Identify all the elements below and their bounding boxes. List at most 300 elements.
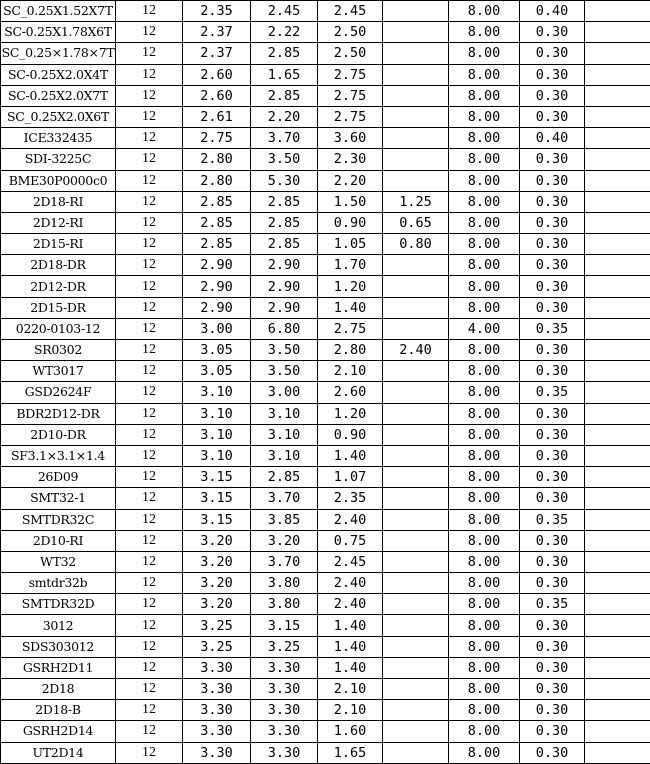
tape-width-cell: 8.00 (449, 106, 520, 127)
table-row (1, 170, 650, 191)
tape-width-cell: 8.00 (449, 22, 520, 43)
dim-c-cell: 2.80 (318, 340, 383, 361)
extra-cell (585, 297, 650, 318)
extra-cell (585, 64, 650, 85)
dim-b-cell: 2.85 (251, 467, 318, 488)
part-number-cell: smtdr32b (1, 573, 116, 594)
tape-width-cell: 8.00 (449, 1, 520, 22)
table-row (1, 234, 650, 255)
extra-cell (585, 22, 650, 43)
dim-d-cell (383, 742, 449, 763)
table-row (1, 636, 650, 657)
part-number-cell: SC-0.25X2.0X7T (1, 85, 116, 106)
table-row (1, 742, 650, 763)
table-row (1, 149, 650, 170)
dim-d-cell (383, 382, 449, 403)
dim-c-cell: 2.45 (318, 1, 383, 22)
dim-d-cell: 2.40 (383, 340, 449, 361)
thickness-cell: 0.30 (520, 191, 585, 212)
table-row (1, 700, 650, 721)
dim-b-cell: 3.25 (251, 636, 318, 657)
qty-cell: 12 (116, 170, 183, 191)
tape-width-cell: 8.00 (449, 382, 520, 403)
extra-cell (585, 679, 650, 700)
dim-a-cell: 2.75 (183, 128, 251, 149)
dim-c-cell: 1.60 (318, 721, 383, 742)
table-row (1, 573, 650, 594)
dim-c-cell: 2.75 (318, 318, 383, 339)
dim-a-cell: 3.15 (183, 467, 251, 488)
tape-width-cell: 8.00 (449, 255, 520, 276)
dim-b-cell: 3.50 (251, 149, 318, 170)
qty-cell: 12 (116, 721, 183, 742)
thickness-cell: 0.30 (520, 212, 585, 233)
dim-d-cell: 0.65 (383, 212, 449, 233)
dim-d-cell (383, 488, 449, 509)
part-number-cell: 2D18-RI (1, 191, 116, 212)
table-row (1, 509, 650, 530)
extra-cell (585, 636, 650, 657)
thickness-cell: 0.30 (520, 85, 585, 106)
dim-b-cell: 3.70 (251, 128, 318, 149)
dim-d-cell (383, 255, 449, 276)
table-row (1, 85, 650, 106)
dim-c-cell: 1.40 (318, 615, 383, 636)
dim-c-cell: 2.50 (318, 43, 383, 64)
extra-cell (585, 43, 650, 64)
thickness-cell: 0.30 (520, 297, 585, 318)
dim-a-cell: 3.15 (183, 488, 251, 509)
dim-c-cell: 2.75 (318, 106, 383, 127)
qty-cell: 12 (116, 43, 183, 64)
table-row (1, 43, 650, 64)
dim-a-cell: 2.80 (183, 149, 251, 170)
dim-a-cell: 3.25 (183, 636, 251, 657)
dim-d-cell (383, 276, 449, 297)
dim-a-cell: 2.90 (183, 297, 251, 318)
table-row (1, 445, 650, 466)
thickness-cell: 0.30 (520, 424, 585, 445)
dim-b-cell: 3.15 (251, 615, 318, 636)
tape-width-cell: 8.00 (449, 403, 520, 424)
part-number-cell: GSD2624F (1, 382, 116, 403)
dim-d-cell (383, 530, 449, 551)
dim-d-cell: 1.25 (383, 191, 449, 212)
dim-c-cell: 1.50 (318, 191, 383, 212)
dim-b-cell: 2.90 (251, 297, 318, 318)
tape-width-cell: 8.00 (449, 361, 520, 382)
qty-cell: 12 (116, 234, 183, 255)
extra-cell (585, 318, 650, 339)
dim-c-cell: 0.75 (318, 530, 383, 551)
part-number-cell: 2D18 (1, 679, 116, 700)
dim-d-cell (383, 467, 449, 488)
dim-a-cell: 2.37 (183, 22, 251, 43)
qty-cell: 12 (116, 191, 183, 212)
dim-c-cell: 1.07 (318, 467, 383, 488)
qty-cell: 12 (116, 318, 183, 339)
part-number-cell: SMTDR32C (1, 509, 116, 530)
table-row (1, 128, 650, 149)
thickness-cell: 0.30 (520, 234, 585, 255)
part-number-cell: 2D10-DR (1, 424, 116, 445)
extra-cell (585, 234, 650, 255)
dim-c-cell: 2.50 (318, 22, 383, 43)
dim-d-cell (383, 318, 449, 339)
qty-cell: 12 (116, 64, 183, 85)
tape-width-cell: 8.00 (449, 488, 520, 509)
thickness-cell: 0.30 (520, 530, 585, 551)
part-number-cell: GSRH2D11 (1, 657, 116, 678)
qty-cell: 12 (116, 445, 183, 466)
tape-width-cell: 8.00 (449, 679, 520, 700)
tape-width-cell: 8.00 (449, 573, 520, 594)
dim-b-cell: 3.20 (251, 530, 318, 551)
extra-cell (585, 445, 650, 466)
part-number-cell: SC-0.25X1.78X6T (1, 22, 116, 43)
table-row (1, 297, 650, 318)
qty-cell: 12 (116, 361, 183, 382)
part-number-cell: GSRH2D14 (1, 721, 116, 742)
dim-b-cell: 2.20 (251, 106, 318, 127)
dim-a-cell: 3.30 (183, 679, 251, 700)
dim-a-cell: 3.30 (183, 721, 251, 742)
dim-c-cell: 1.40 (318, 297, 383, 318)
extra-cell (585, 85, 650, 106)
dim-c-cell: 2.75 (318, 85, 383, 106)
dim-c-cell: 1.40 (318, 657, 383, 678)
dim-a-cell: 2.60 (183, 64, 251, 85)
dim-a-cell: 3.00 (183, 318, 251, 339)
part-number-cell: 2D15-RI (1, 234, 116, 255)
tape-width-cell: 8.00 (449, 234, 520, 255)
table-row (1, 382, 650, 403)
thickness-cell: 0.40 (520, 128, 585, 149)
dim-a-cell: 3.10 (183, 445, 251, 466)
qty-cell: 12 (116, 212, 183, 233)
dim-b-cell: 3.10 (251, 445, 318, 466)
table-row (1, 615, 650, 636)
dim-d-cell (383, 297, 449, 318)
extra-cell (585, 361, 650, 382)
table-row (1, 340, 650, 361)
thickness-cell: 0.30 (520, 742, 585, 763)
thickness-cell: 0.30 (520, 445, 585, 466)
table-row (1, 488, 650, 509)
thickness-cell: 0.35 (520, 594, 585, 615)
extra-cell (585, 128, 650, 149)
tape-width-cell: 8.00 (449, 467, 520, 488)
dim-c-cell: 3.60 (318, 128, 383, 149)
dim-d-cell (383, 424, 449, 445)
dim-b-cell: 5.30 (251, 170, 318, 191)
extra-cell (585, 149, 650, 170)
thickness-cell: 0.30 (520, 170, 585, 191)
dim-a-cell: 3.20 (183, 573, 251, 594)
thickness-cell: 0.30 (520, 721, 585, 742)
dim-c-cell: 2.45 (318, 551, 383, 572)
extra-cell (585, 551, 650, 572)
dim-c-cell: 1.40 (318, 445, 383, 466)
dim-c-cell: 2.40 (318, 573, 383, 594)
qty-cell: 12 (116, 276, 183, 297)
extra-cell (585, 721, 650, 742)
extra-cell (585, 509, 650, 530)
dim-b-cell: 1.65 (251, 64, 318, 85)
extra-cell (585, 573, 650, 594)
dim-c-cell: 2.10 (318, 361, 383, 382)
dim-b-cell: 3.80 (251, 594, 318, 615)
dim-b-cell: 2.22 (251, 22, 318, 43)
part-number-cell: SMTDR32D (1, 594, 116, 615)
dim-c-cell: 2.40 (318, 509, 383, 530)
part-number-cell: BME30P0000c0 (1, 170, 116, 191)
part-number-cell: SR0302 (1, 340, 116, 361)
qty-cell: 12 (116, 149, 183, 170)
dim-a-cell: 3.20 (183, 594, 251, 615)
dim-d-cell (383, 1, 449, 22)
dim-d-cell (383, 85, 449, 106)
part-number-cell: WT32 (1, 551, 116, 572)
qty-cell: 12 (116, 128, 183, 149)
extra-cell (585, 212, 650, 233)
dim-c-cell: 2.40 (318, 594, 383, 615)
part-number-cell: SDI-3225C (1, 149, 116, 170)
dim-a-cell: 3.10 (183, 424, 251, 445)
extra-cell (585, 742, 650, 763)
qty-cell: 12 (116, 1, 183, 22)
dim-d-cell (383, 679, 449, 700)
tape-width-cell: 8.00 (449, 149, 520, 170)
dim-c-cell: 2.30 (318, 149, 383, 170)
dim-b-cell: 3.70 (251, 488, 318, 509)
thickness-cell: 0.35 (520, 382, 585, 403)
qty-cell: 12 (116, 297, 183, 318)
dim-a-cell: 2.80 (183, 170, 251, 191)
dim-a-cell: 3.15 (183, 509, 251, 530)
dim-b-cell: 3.30 (251, 700, 318, 721)
dim-b-cell: 2.85 (251, 191, 318, 212)
dim-d-cell (383, 403, 449, 424)
part-number-cell: 2D15-DR (1, 297, 116, 318)
dim-b-cell: 2.90 (251, 255, 318, 276)
dim-a-cell: 2.90 (183, 276, 251, 297)
dim-b-cell: 3.50 (251, 361, 318, 382)
thickness-cell: 0.30 (520, 43, 585, 64)
tape-width-cell: 4.00 (449, 318, 520, 339)
tape-width-cell: 8.00 (449, 191, 520, 212)
tape-width-cell: 8.00 (449, 700, 520, 721)
part-number-cell: SMT32-1 (1, 488, 116, 509)
tape-width-cell: 8.00 (449, 530, 520, 551)
qty-cell: 12 (116, 488, 183, 509)
table-row (1, 551, 650, 572)
tape-width-cell: 8.00 (449, 509, 520, 530)
tape-width-cell: 8.00 (449, 128, 520, 149)
tape-width-cell: 8.00 (449, 276, 520, 297)
table-body (1, 1, 650, 764)
extra-cell (585, 106, 650, 127)
tape-width-cell: 8.00 (449, 551, 520, 572)
dim-d-cell (383, 170, 449, 191)
thickness-cell: 0.30 (520, 488, 585, 509)
dim-d-cell (383, 22, 449, 43)
table-row (1, 212, 650, 233)
dim-d-cell (383, 551, 449, 572)
tape-width-cell: 8.00 (449, 657, 520, 678)
dim-a-cell: 3.05 (183, 361, 251, 382)
table-row (1, 530, 650, 551)
dim-c-cell: 2.20 (318, 170, 383, 191)
dim-b-cell: 2.85 (251, 43, 318, 64)
part-number-cell: 26D09 (1, 467, 116, 488)
dim-b-cell: 3.85 (251, 509, 318, 530)
qty-cell: 12 (116, 636, 183, 657)
thickness-cell: 0.30 (520, 106, 585, 127)
dim-c-cell: 0.90 (318, 212, 383, 233)
extra-cell (585, 403, 650, 424)
extra-cell (585, 424, 650, 445)
part-number-cell: SF3.1×3.1×1.4 (1, 445, 116, 466)
tape-width-cell: 8.00 (449, 594, 520, 615)
thickness-cell: 0.30 (520, 64, 585, 85)
thickness-cell: 0.30 (520, 636, 585, 657)
part-number-cell: SC_0.25X2.0X6T (1, 106, 116, 127)
dim-d-cell (383, 615, 449, 636)
dim-a-cell: 3.20 (183, 551, 251, 572)
thickness-cell: 0.30 (520, 276, 585, 297)
dim-a-cell: 2.85 (183, 234, 251, 255)
part-number-cell: BDR2D12-DR (1, 403, 116, 424)
dim-c-cell: 0.90 (318, 424, 383, 445)
part-number-cell: SC_0.25×1.78×7T (1, 43, 116, 64)
dim-d-cell (383, 43, 449, 64)
dim-b-cell: 3.80 (251, 573, 318, 594)
dim-c-cell: 1.20 (318, 403, 383, 424)
qty-cell: 12 (116, 467, 183, 488)
extra-cell (585, 255, 650, 276)
table-row (1, 64, 650, 85)
tape-width-cell: 8.00 (449, 615, 520, 636)
dim-c-cell: 2.75 (318, 64, 383, 85)
thickness-cell: 0.30 (520, 340, 585, 361)
extra-cell (585, 340, 650, 361)
tape-width-cell: 8.00 (449, 636, 520, 657)
dim-b-cell: 2.85 (251, 85, 318, 106)
dim-d-cell (383, 106, 449, 127)
dim-b-cell: 2.45 (251, 1, 318, 22)
part-number-cell: 2D10-RI (1, 530, 116, 551)
dim-d-cell (383, 636, 449, 657)
extra-cell (585, 1, 650, 22)
table-row (1, 594, 650, 615)
qty-cell: 12 (116, 340, 183, 361)
dim-d-cell (383, 445, 449, 466)
part-number-cell: 0220-0103-12 (1, 318, 116, 339)
dim-c-cell: 1.05 (318, 234, 383, 255)
qty-cell: 12 (116, 382, 183, 403)
thickness-cell: 0.30 (520, 467, 585, 488)
tape-width-cell: 8.00 (449, 340, 520, 361)
part-number-cell: WT3017 (1, 361, 116, 382)
part-number-cell: 2D12-RI (1, 212, 116, 233)
thickness-cell: 0.30 (520, 149, 585, 170)
qty-cell: 12 (116, 679, 183, 700)
tape-width-cell: 8.00 (449, 742, 520, 763)
thickness-cell: 0.30 (520, 22, 585, 43)
part-number-cell: SC_0.25X1.52X7T (1, 1, 116, 22)
tape-width-cell: 8.00 (449, 43, 520, 64)
dim-d-cell (383, 509, 449, 530)
thickness-cell: 0.30 (520, 657, 585, 678)
dim-a-cell: 2.37 (183, 43, 251, 64)
extra-cell (585, 700, 650, 721)
thickness-cell: 0.30 (520, 679, 585, 700)
extra-cell (585, 467, 650, 488)
extra-cell (585, 170, 650, 191)
dim-b-cell: 3.30 (251, 679, 318, 700)
thickness-cell: 0.30 (520, 700, 585, 721)
table-row (1, 467, 650, 488)
dim-d-cell (383, 594, 449, 615)
dim-d-cell (383, 64, 449, 85)
qty-cell: 12 (116, 742, 183, 763)
part-number-cell: ICE332435 (1, 128, 116, 149)
dim-a-cell: 3.20 (183, 530, 251, 551)
tape-width-cell: 8.00 (449, 424, 520, 445)
part-number-cell: 2D18-B (1, 700, 116, 721)
dim-a-cell: 3.25 (183, 615, 251, 636)
extra-cell (585, 615, 650, 636)
qty-cell: 12 (116, 657, 183, 678)
tape-width-cell: 8.00 (449, 64, 520, 85)
dim-d-cell (383, 128, 449, 149)
dim-a-cell: 2.85 (183, 212, 251, 233)
dim-a-cell: 3.30 (183, 657, 251, 678)
thickness-cell: 0.30 (520, 615, 585, 636)
dim-d-cell: 0.80 (383, 234, 449, 255)
table-row (1, 403, 650, 424)
part-number-cell: 2D18-DR (1, 255, 116, 276)
dim-a-cell: 2.60 (183, 85, 251, 106)
thickness-cell: 0.30 (520, 361, 585, 382)
dim-b-cell: 3.30 (251, 657, 318, 678)
part-number-cell: 2D12-DR (1, 276, 116, 297)
table-row (1, 424, 650, 445)
extra-cell (585, 657, 650, 678)
table-row (1, 276, 650, 297)
tape-width-cell: 8.00 (449, 721, 520, 742)
qty-cell: 12 (116, 530, 183, 551)
qty-cell: 12 (116, 106, 183, 127)
dim-c-cell: 1.40 (318, 636, 383, 657)
qty-cell: 12 (116, 255, 183, 276)
dim-c-cell: 2.35 (318, 488, 383, 509)
table-row (1, 106, 650, 127)
dim-d-cell (383, 700, 449, 721)
extra-cell (585, 594, 650, 615)
part-number-cell: SDS303012 (1, 636, 116, 657)
qty-cell: 12 (116, 403, 183, 424)
dim-c-cell: 1.65 (318, 742, 383, 763)
dim-c-cell: 1.20 (318, 276, 383, 297)
dim-a-cell: 3.30 (183, 742, 251, 763)
dim-a-cell: 3.10 (183, 403, 251, 424)
dim-b-cell: 3.10 (251, 424, 318, 445)
dim-b-cell: 3.50 (251, 340, 318, 361)
table-row (1, 361, 650, 382)
dim-b-cell: 3.10 (251, 403, 318, 424)
